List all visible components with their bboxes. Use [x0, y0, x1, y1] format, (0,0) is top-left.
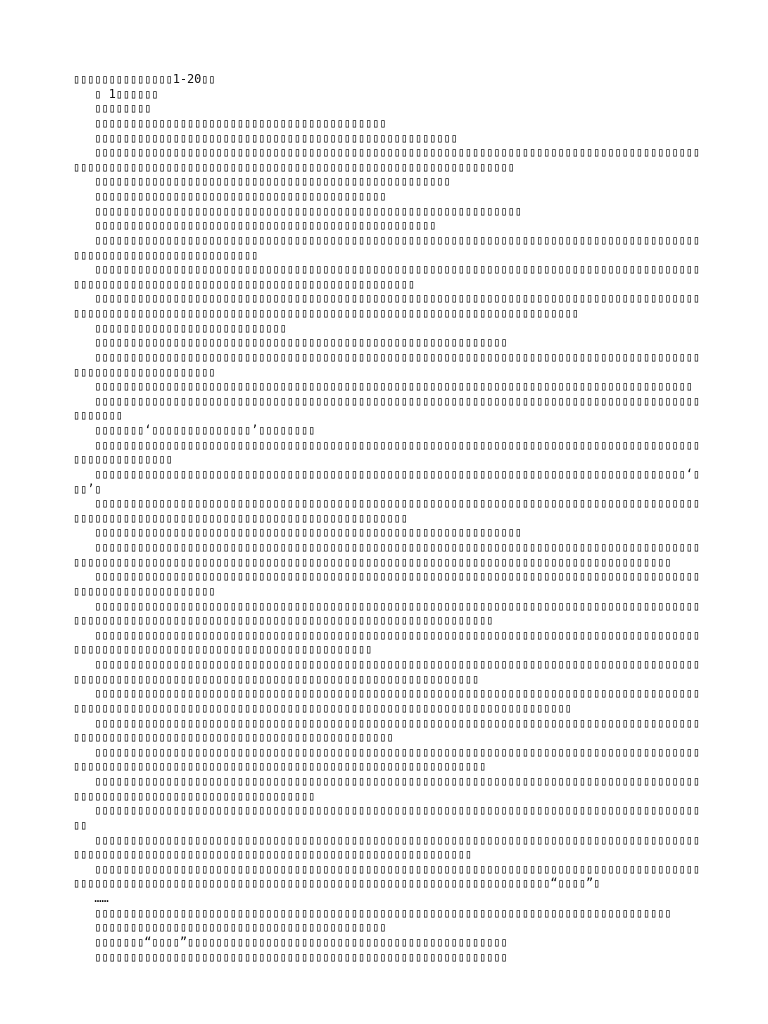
document-body-text: ▯▯▯▯▯▯▯▯▯▯▯▯▯▯1-20▯▯ ▯ 1▯▯▯▯▯▯ ▯▯▯▯▯▯▯▯ ▯▯▯▯▯▯▯▯▯▯▯▯▯▯▯▯▯▯▯▯▯▯▯▯▯▯▯▯▯▯▯▯▯▯▯▯▯▯▯▯▯ ▯▯▯▯▯▯▯▯▯▯▯▯▯▯▯▯▯▯▯▯▯▯▯▯▯▯▯▯▯▯▯▯▯▯▯▯▯▯▯▯▯▯▯▯▯▯▯▯▯▯▯ ▯▯▯▯▯▯▯▯▯▯▯▯▯▯▯▯▯▯▯▯▯▯▯▯▯▯▯▯▯▯▯▯▯▯▯▯▯▯▯▯▯▯▯▯▯▯▯▯▯▯▯▯▯▯▯▯▯▯▯▯▯▯▯▯▯▯▯▯▯▯▯▯▯▯▯▯▯▯▯▯▯▯▯▯▯▯▯▯▯▯▯▯▯▯▯▯▯▯▯▯▯▯▯▯▯▯▯▯▯▯▯▯▯▯▯▯▯▯▯▯▯▯▯▯▯▯▯▯▯▯▯▯▯▯▯▯▯▯▯▯▯▯▯▯▯▯▯ ▯▯▯▯▯▯▯▯▯▯▯▯▯▯▯▯▯▯▯▯▯▯▯▯▯▯▯▯▯▯▯▯▯▯▯▯▯▯▯▯▯▯▯▯▯▯▯▯▯▯ ▯▯▯▯▯▯▯▯▯▯▯▯▯▯▯▯▯▯▯▯▯▯▯▯▯▯▯▯▯▯▯▯▯▯▯▯▯▯▯▯▯ ▯▯▯▯▯▯▯▯▯▯▯▯▯▯▯▯▯▯▯▯▯▯▯▯▯▯▯▯▯▯▯▯▯▯▯▯▯▯▯▯▯▯▯▯▯▯▯▯▯▯▯▯▯▯▯▯▯▯▯▯ ▯▯▯▯▯▯▯▯▯▯▯▯▯▯▯▯▯▯▯▯▯▯▯▯▯▯▯▯▯▯▯▯▯▯▯▯▯▯▯▯▯▯▯▯▯▯▯▯ ▯▯▯▯▯▯▯▯▯▯▯▯▯▯▯▯▯▯▯▯▯▯▯▯▯▯▯▯▯▯▯▯▯▯▯▯▯▯▯▯▯▯▯▯▯▯▯▯▯▯▯▯▯▯▯▯▯▯▯▯▯▯▯▯▯▯▯▯▯▯▯▯▯▯▯▯▯▯▯▯▯▯▯▯▯▯▯▯▯▯▯▯▯▯▯▯▯▯▯▯▯▯▯▯▯▯▯▯▯▯▯ ▯▯▯▯▯▯▯▯▯▯▯▯▯▯▯▯▯▯▯▯▯▯▯▯▯▯▯▯▯▯▯▯▯▯▯▯▯▯▯▯▯▯▯▯▯▯▯▯▯▯▯▯▯▯▯▯▯▯▯▯▯▯▯▯▯▯▯▯▯▯▯▯▯▯▯▯▯▯▯▯▯▯▯▯▯▯▯▯▯▯▯▯▯▯▯▯▯▯▯▯▯▯▯▯▯▯▯▯▯▯▯▯▯▯▯▯▯▯▯▯▯▯▯▯▯▯▯▯▯▯▯▯▯ ▯▯▯▯▯▯▯▯▯▯▯▯▯▯▯▯▯▯▯▯▯▯▯▯▯▯▯▯▯▯▯▯▯▯▯▯▯▯▯▯▯▯▯▯▯▯▯▯▯▯▯▯▯▯▯▯▯▯▯▯▯▯▯▯▯▯▯▯▯▯▯▯▯▯▯▯▯▯▯▯▯▯▯▯▯▯▯▯▯▯▯▯▯▯▯▯▯▯▯▯▯▯▯▯▯▯▯▯▯▯▯▯▯▯▯▯▯▯▯▯▯▯▯▯▯▯▯▯▯▯▯▯▯▯▯▯▯▯▯▯▯▯▯▯▯▯▯▯▯▯▯▯▯▯▯▯ ▯▯▯▯▯▯▯▯▯▯▯▯▯▯▯▯▯▯▯▯▯▯▯▯▯▯▯ ▯▯▯▯▯▯▯▯▯▯▯▯▯▯▯▯▯▯▯▯▯▯▯▯▯▯▯▯▯▯▯▯▯▯▯▯▯▯▯▯▯▯▯▯▯▯▯▯▯▯▯▯▯▯▯▯▯▯ ▯▯▯▯▯▯▯▯▯▯▯▯▯▯▯▯▯▯▯▯▯▯▯▯▯▯▯▯▯▯▯▯▯▯▯▯▯▯▯▯▯▯▯▯▯▯▯▯▯▯▯▯▯▯▯▯▯▯▯▯▯▯▯▯▯▯▯▯▯▯▯▯▯▯▯▯▯▯▯▯▯▯▯▯▯▯▯▯▯▯▯▯▯▯▯▯▯▯▯▯▯▯▯▯▯ ▯▯▯▯▯▯▯▯▯▯▯▯▯▯▯▯▯▯▯▯▯▯▯▯▯▯▯▯▯▯▯▯▯▯▯▯▯▯▯▯▯▯▯▯▯▯▯▯▯▯▯▯▯▯▯▯▯▯▯▯▯▯▯▯▯▯▯▯▯▯▯▯▯▯▯▯▯▯▯▯▯▯▯▯ ▯▯▯▯▯▯▯▯▯▯▯▯▯▯▯▯▯▯▯▯▯▯▯▯▯▯▯▯▯▯▯▯▯▯▯▯▯▯▯▯▯▯▯▯▯▯▯▯▯▯▯▯▯▯▯▯▯▯▯▯▯▯▯▯▯▯▯▯▯▯▯▯▯▯▯▯▯▯▯▯▯▯▯▯▯▯▯▯▯▯▯▯ ▯▯▯▯▯▯▯‘▯▯▯▯▯▯▯▯▯▯▯▯▯▯’▯▯▯▯▯▯▯▯ ▯▯▯▯▯▯▯▯▯▯▯▯▯▯▯▯▯▯▯▯▯▯▯▯▯▯▯▯▯▯▯▯▯▯▯▯▯▯▯▯▯▯▯▯▯▯▯▯▯▯▯▯▯▯▯▯▯▯▯▯▯▯▯▯▯▯▯▯▯▯▯▯▯▯▯▯▯▯▯▯▯▯▯▯▯▯▯▯▯▯▯▯▯▯▯▯▯▯▯ ▯▯▯▯▯▯▯▯▯▯▯▯▯▯▯▯▯▯▯▯▯▯▯▯▯▯▯▯▯▯▯▯▯▯▯▯▯▯▯▯▯▯▯▯▯▯▯▯▯▯▯▯▯▯▯▯▯▯▯▯▯▯▯▯▯▯▯▯▯▯▯▯▯▯▯▯▯▯▯▯▯▯▯‘▯▯▯’▯ ▯▯▯▯▯▯▯▯▯▯▯▯▯▯▯▯▯▯▯▯▯▯▯▯▯▯▯▯▯▯▯▯▯▯▯▯▯▯▯▯▯▯▯▯▯▯▯▯▯▯▯▯▯▯▯▯▯▯▯▯▯▯▯▯▯▯▯▯▯▯▯▯▯▯▯▯▯▯▯▯▯▯▯▯▯▯▯▯▯▯▯▯▯▯▯▯▯▯▯▯▯▯▯▯▯▯▯▯▯▯▯▯▯▯▯▯▯▯▯▯▯▯▯▯▯▯▯▯▯▯▯▯ ▯▯▯▯▯▯▯▯▯▯▯▯▯▯▯▯▯▯▯▯▯▯▯▯▯▯▯▯▯▯▯▯▯▯▯▯▯▯▯▯▯▯▯▯▯▯▯▯▯▯▯▯▯▯▯▯▯▯▯▯ ▯▯▯▯▯▯▯▯▯▯▯▯▯▯▯▯▯▯▯▯▯▯▯▯▯▯▯▯▯▯▯▯▯▯▯▯▯▯▯▯▯▯▯▯▯▯▯▯▯▯▯▯▯▯▯▯▯▯▯▯▯▯▯▯▯▯▯▯▯▯▯▯▯▯▯▯▯▯▯▯▯▯▯▯▯▯▯▯▯▯▯▯▯▯▯▯▯▯▯▯▯▯▯▯▯▯▯▯▯▯▯▯▯▯▯▯▯▯▯▯▯▯▯▯▯▯▯▯▯▯▯▯▯▯▯▯▯▯▯▯▯▯▯▯▯▯▯▯▯▯▯▯▯▯▯▯▯▯▯▯▯▯▯▯▯▯▯▯▯ ▯▯▯▯▯▯▯▯▯▯▯▯▯▯▯▯▯▯▯▯▯▯▯▯▯▯▯▯▯▯▯▯▯▯▯▯▯▯▯▯▯▯▯▯▯▯▯▯▯▯▯▯▯▯▯▯▯▯▯▯▯▯▯▯▯▯▯▯▯▯▯▯▯▯▯▯▯▯▯▯▯▯▯▯▯▯▯▯▯▯▯▯▯▯▯▯▯▯▯▯▯▯▯▯▯ ▯▯▯▯▯▯▯▯▯▯▯▯▯▯▯▯▯▯▯▯▯▯▯▯▯▯▯▯▯▯▯▯▯▯▯▯▯▯▯▯▯▯▯▯▯▯▯▯▯▯▯▯▯▯▯▯▯▯▯▯▯▯▯▯▯▯▯▯▯▯▯▯▯▯▯▯▯▯▯▯▯▯▯▯▯▯▯▯▯▯▯▯▯▯▯▯▯▯▯▯▯▯▯▯▯▯▯▯▯▯▯▯▯▯▯▯▯▯▯▯▯▯▯▯▯▯▯▯▯▯▯▯▯▯▯▯▯▯▯▯▯▯▯▯ ▯▯▯▯▯▯▯▯▯▯▯▯▯▯▯▯▯▯▯▯▯▯▯▯▯▯▯▯▯▯▯▯▯▯▯▯▯▯▯▯▯▯▯▯▯▯▯▯▯▯▯▯▯▯▯▯▯▯▯▯▯▯▯▯▯▯▯▯▯▯▯▯▯▯▯▯▯▯▯▯▯▯▯▯▯▯▯▯▯▯▯▯▯▯▯▯▯▯▯▯▯▯▯▯▯▯▯▯▯▯▯▯▯▯▯▯▯▯▯▯▯▯▯▯▯▯▯ ▯▯▯▯▯▯▯▯▯▯▯▯▯▯▯▯▯▯▯▯▯▯▯▯▯▯▯▯▯▯▯▯▯▯▯▯▯▯▯▯▯▯▯▯▯▯▯▯▯▯▯▯▯▯▯▯▯▯▯▯▯▯▯▯▯▯▯▯▯▯▯▯▯▯▯▯▯▯▯▯▯▯▯▯▯▯▯▯▯▯▯▯▯▯▯▯▯▯▯▯▯▯▯▯▯▯▯▯▯▯▯▯▯▯▯▯▯▯▯▯▯▯▯▯▯▯▯▯▯▯▯▯▯▯▯▯▯▯▯▯▯▯ ▯▯▯▯▯▯▯▯▯▯▯▯▯▯▯▯▯▯▯▯▯▯▯▯▯▯▯▯▯▯▯▯▯▯▯▯▯▯▯▯▯▯▯▯▯▯▯▯▯▯▯▯▯▯▯▯▯▯▯▯▯▯▯▯▯▯▯▯▯▯▯▯▯▯▯▯▯▯▯▯▯▯▯▯▯▯▯▯▯▯▯▯▯▯▯▯▯▯▯▯▯▯▯▯▯▯▯▯▯▯▯▯▯▯▯▯▯▯▯▯▯▯▯▯▯▯▯▯▯▯▯▯▯▯▯▯▯▯▯▯▯▯▯▯▯▯▯▯▯▯▯▯▯▯▯ ▯▯▯▯▯▯▯▯▯▯▯▯▯▯▯▯▯▯▯▯▯▯▯▯▯▯▯▯▯▯▯▯▯▯▯▯▯▯▯▯▯▯▯▯▯▯▯▯▯▯▯▯▯▯▯▯▯▯▯▯▯▯▯▯▯▯▯▯▯▯▯▯▯▯▯▯▯▯▯▯▯▯▯▯▯▯▯▯▯▯▯▯▯▯▯▯▯▯▯▯▯▯▯▯▯▯▯▯▯▯▯▯▯▯▯▯▯▯▯▯▯▯▯▯▯▯▯▯▯▯ ▯▯▯▯▯▯▯▯▯▯▯▯▯▯▯▯▯▯▯▯▯▯▯▯▯▯▯▯▯▯▯▯▯▯▯▯▯▯▯▯▯▯▯▯▯▯▯▯▯▯▯▯▯▯▯▯▯▯▯▯▯▯▯▯▯▯▯▯▯▯▯▯▯▯▯▯▯▯▯▯▯▯▯▯▯▯▯▯▯▯▯▯▯▯▯▯▯▯▯▯▯▯▯▯▯▯▯▯▯▯▯▯▯▯▯▯▯▯▯▯▯▯▯▯▯▯▯▯▯▯▯▯▯▯▯▯▯▯▯▯▯▯▯ ▯▯▯▯▯▯▯▯▯▯▯▯▯▯▯▯▯▯▯▯▯▯▯▯▯▯▯▯▯▯▯▯▯▯▯▯▯▯▯▯▯▯▯▯▯▯▯▯▯▯▯▯▯▯▯▯▯▯▯▯▯▯▯▯▯▯▯▯▯▯▯▯▯▯▯▯▯▯▯▯▯▯▯▯▯▯▯▯▯▯▯▯▯▯▯▯▯▯▯▯▯▯▯▯▯▯▯▯▯▯▯▯▯▯▯▯▯▯▯ ▯▯▯▯▯▯▯▯▯▯▯▯▯▯▯▯▯▯▯▯▯▯▯▯▯▯▯▯▯▯▯▯▯▯▯▯▯▯▯▯▯▯▯▯▯▯▯▯▯▯▯▯▯▯▯▯▯▯▯▯▯▯▯▯▯▯▯▯▯▯▯▯▯▯▯▯▯▯▯▯▯▯▯▯▯▯▯ ▯▯▯▯▯▯▯▯▯▯▯▯▯▯▯▯▯▯▯▯▯▯▯▯▯▯▯▯▯▯▯▯▯▯▯▯▯▯▯▯▯▯▯▯▯▯▯▯▯▯▯▯▯▯▯▯▯▯▯▯▯▯▯▯▯▯▯▯▯▯▯▯▯▯▯▯▯▯▯▯▯▯▯▯▯▯▯▯▯▯▯▯▯▯▯▯▯▯▯▯▯▯▯▯▯▯▯▯▯▯▯▯▯▯▯▯▯▯▯▯▯▯▯▯▯▯▯▯▯▯▯▯▯▯▯▯▯▯▯▯▯ ▯▯▯▯▯▯▯▯▯▯▯▯▯▯▯▯▯▯▯▯▯▯▯▯▯▯▯▯▯▯▯▯▯▯▯▯▯▯▯▯▯▯▯▯▯▯▯▯▯▯▯▯▯▯▯▯▯▯▯▯▯▯▯▯▯▯▯▯▯▯▯▯▯▯▯▯▯▯▯▯▯▯▯▯▯▯▯▯▯▯▯▯▯▯▯▯▯▯▯▯▯▯▯▯▯▯▯▯▯▯▯▯▯▯▯▯▯▯▯▯▯▯▯▯▯▯▯▯▯▯▯▯▯▯▯▯▯▯▯▯▯▯▯▯▯▯▯▯▯▯▯▯“▯▯▯▯”▯ …… ▯▯▯▯▯▯▯▯▯▯▯▯▯▯▯▯▯▯▯▯▯▯▯▯▯▯▯▯▯▯▯▯▯▯▯▯▯▯▯▯▯▯▯▯▯▯▯▯▯▯▯▯▯▯▯▯▯▯▯▯▯▯▯▯▯▯▯▯▯▯▯▯▯▯▯▯▯▯▯▯▯ ▯▯▯▯▯▯▯▯▯▯▯▯▯▯▯▯▯▯▯▯▯▯▯▯▯▯▯▯▯▯▯▯▯▯▯▯▯▯▯▯▯ ▯▯▯▯▯▯▯“▯▯▯▯”▯▯▯▯▯▯▯▯▯▯▯▯▯▯▯▯▯▯▯▯▯▯▯▯▯▯▯▯▯▯▯▯▯▯▯▯▯▯▯▯▯▯▯▯▯ ▯▯▯▯▯▯▯▯▯▯▯▯▯▯▯▯▯▯▯▯▯▯▯▯▯▯▯▯▯▯▯▯▯▯▯▯▯▯▯▯▯▯▯▯▯▯▯▯▯▯▯▯▯▯▯▯▯▯	[73, 72, 700, 964]
